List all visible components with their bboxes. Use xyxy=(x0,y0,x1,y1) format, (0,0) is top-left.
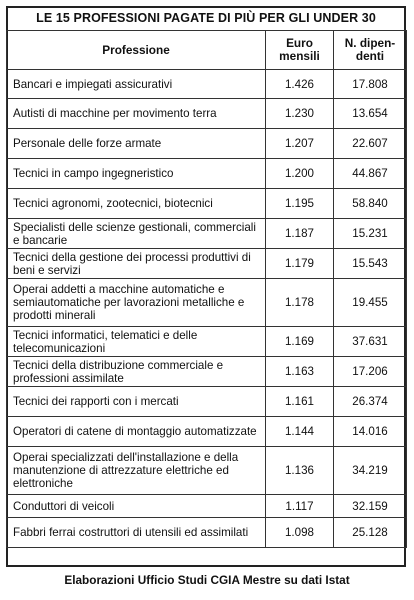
cell-salary: 1.178 xyxy=(266,279,334,327)
cell-salary: 1.117 xyxy=(266,495,334,518)
table-row xyxy=(7,327,407,357)
cell-employees: 14.016 xyxy=(334,417,407,447)
cell-profession: Conduttori di veicoli xyxy=(7,495,266,518)
table-row xyxy=(7,417,407,447)
cell-salary: 1.207 xyxy=(266,129,334,159)
cell-salary: 1.195 xyxy=(266,189,334,219)
cell-employees: 44.867 xyxy=(334,159,407,189)
header-salary-line2: mensili xyxy=(279,49,320,63)
cell-profession: Tecnici in campo ingegneristico xyxy=(7,159,266,189)
cell-salary: 1.426 xyxy=(266,70,334,99)
professions-table xyxy=(6,30,407,548)
cell-salary: 1.187 xyxy=(266,219,334,249)
cell-salary: 1.136 xyxy=(266,447,334,495)
header-employees-line2: denti xyxy=(355,49,385,63)
cell-salary: 1.144 xyxy=(266,417,334,447)
cell-employees: 58.840 xyxy=(334,189,407,219)
cell-profession: Personale delle forze armate xyxy=(7,129,266,159)
cell-employees: 32.159 xyxy=(334,495,407,518)
cell-salary: 1.161 xyxy=(266,387,334,417)
cell-employees: 15.543 xyxy=(334,249,407,279)
header-employees xyxy=(334,31,407,70)
table-row xyxy=(7,129,407,159)
cell-employees: 37.631 xyxy=(334,327,407,357)
table-title: LE 15 PROFESSIONI PAGATE DI PIÙ PER GLI UNDER 30 xyxy=(36,11,376,25)
cell-employees: 17.808 xyxy=(334,70,407,99)
cell-profession: Operai specializzati dell'installazione e della manutenzione di attrezzature elettriche ed elettroniche xyxy=(7,447,266,495)
cell-employees: 19.455 xyxy=(334,279,407,327)
cell-employees: 13.654 xyxy=(334,99,407,129)
header-salary-line1: Euro xyxy=(286,36,313,50)
table-row xyxy=(7,99,407,129)
table-row xyxy=(7,387,407,417)
cell-profession: Operai addetti a macchine automatiche e semiautomatiche per lavorazioni metalliche e prodotti minerali xyxy=(7,279,266,327)
cell-profession: Tecnici della distribuzione commerciale e professioni assimilate xyxy=(7,357,266,387)
cell-salary: 1.200 xyxy=(266,159,334,189)
table-row xyxy=(7,495,407,518)
table-row xyxy=(7,447,407,495)
cell-salary: 1.169 xyxy=(266,327,334,357)
cell-profession: Autisti di macchine per movimento terra xyxy=(7,99,266,129)
cell-profession: Specialisti delle scienze gestionali, commerciali e bancarie xyxy=(7,219,266,249)
source-note: Elaborazioni Ufficio Studi CGIA Mestre su dati Istat xyxy=(64,573,350,587)
cell-salary: 1.163 xyxy=(266,357,334,387)
cell-profession: Operatori di catene di montaggio automatizzate xyxy=(7,417,266,447)
cell-profession: Fabbri ferrai costruttori di utensili ed assimilati xyxy=(7,518,266,548)
cell-profession: Tecnici agronomi, zootecnici, biotecnici xyxy=(7,189,266,219)
cell-salary: 1.098 xyxy=(266,518,334,548)
table-row xyxy=(7,189,407,219)
header-row xyxy=(7,31,407,70)
table-row xyxy=(7,159,407,189)
table-body xyxy=(7,70,407,548)
header-employees-line1: N. dipen- xyxy=(344,36,396,50)
header-salary xyxy=(266,31,334,70)
cell-profession: Tecnici informatici, telematici e delle telecomunicazioni xyxy=(7,327,266,357)
cell-profession: Bancari e impiegati assicurativi xyxy=(7,70,266,99)
cell-employees: 26.374 xyxy=(334,387,407,417)
table-row xyxy=(7,357,407,387)
table-row xyxy=(7,70,407,99)
cell-employees: 17.206 xyxy=(334,357,407,387)
cell-profession: Tecnici dei rapporti con i mercati xyxy=(7,387,266,417)
cell-salary: 1.179 xyxy=(266,249,334,279)
cell-employees: 15.231 xyxy=(334,219,407,249)
table-row xyxy=(7,518,407,548)
cell-employees: 34.219 xyxy=(334,447,407,495)
header-profession: Professione xyxy=(7,31,266,70)
cell-employees: 22.607 xyxy=(334,129,407,159)
cell-profession: Tecnici della gestione dei processi produttivi di beni e servizi xyxy=(7,249,266,279)
cell-employees: 25.128 xyxy=(334,518,407,548)
table-row xyxy=(7,279,407,327)
table-row xyxy=(7,249,407,279)
table-row xyxy=(7,219,407,249)
cell-salary: 1.230 xyxy=(266,99,334,129)
